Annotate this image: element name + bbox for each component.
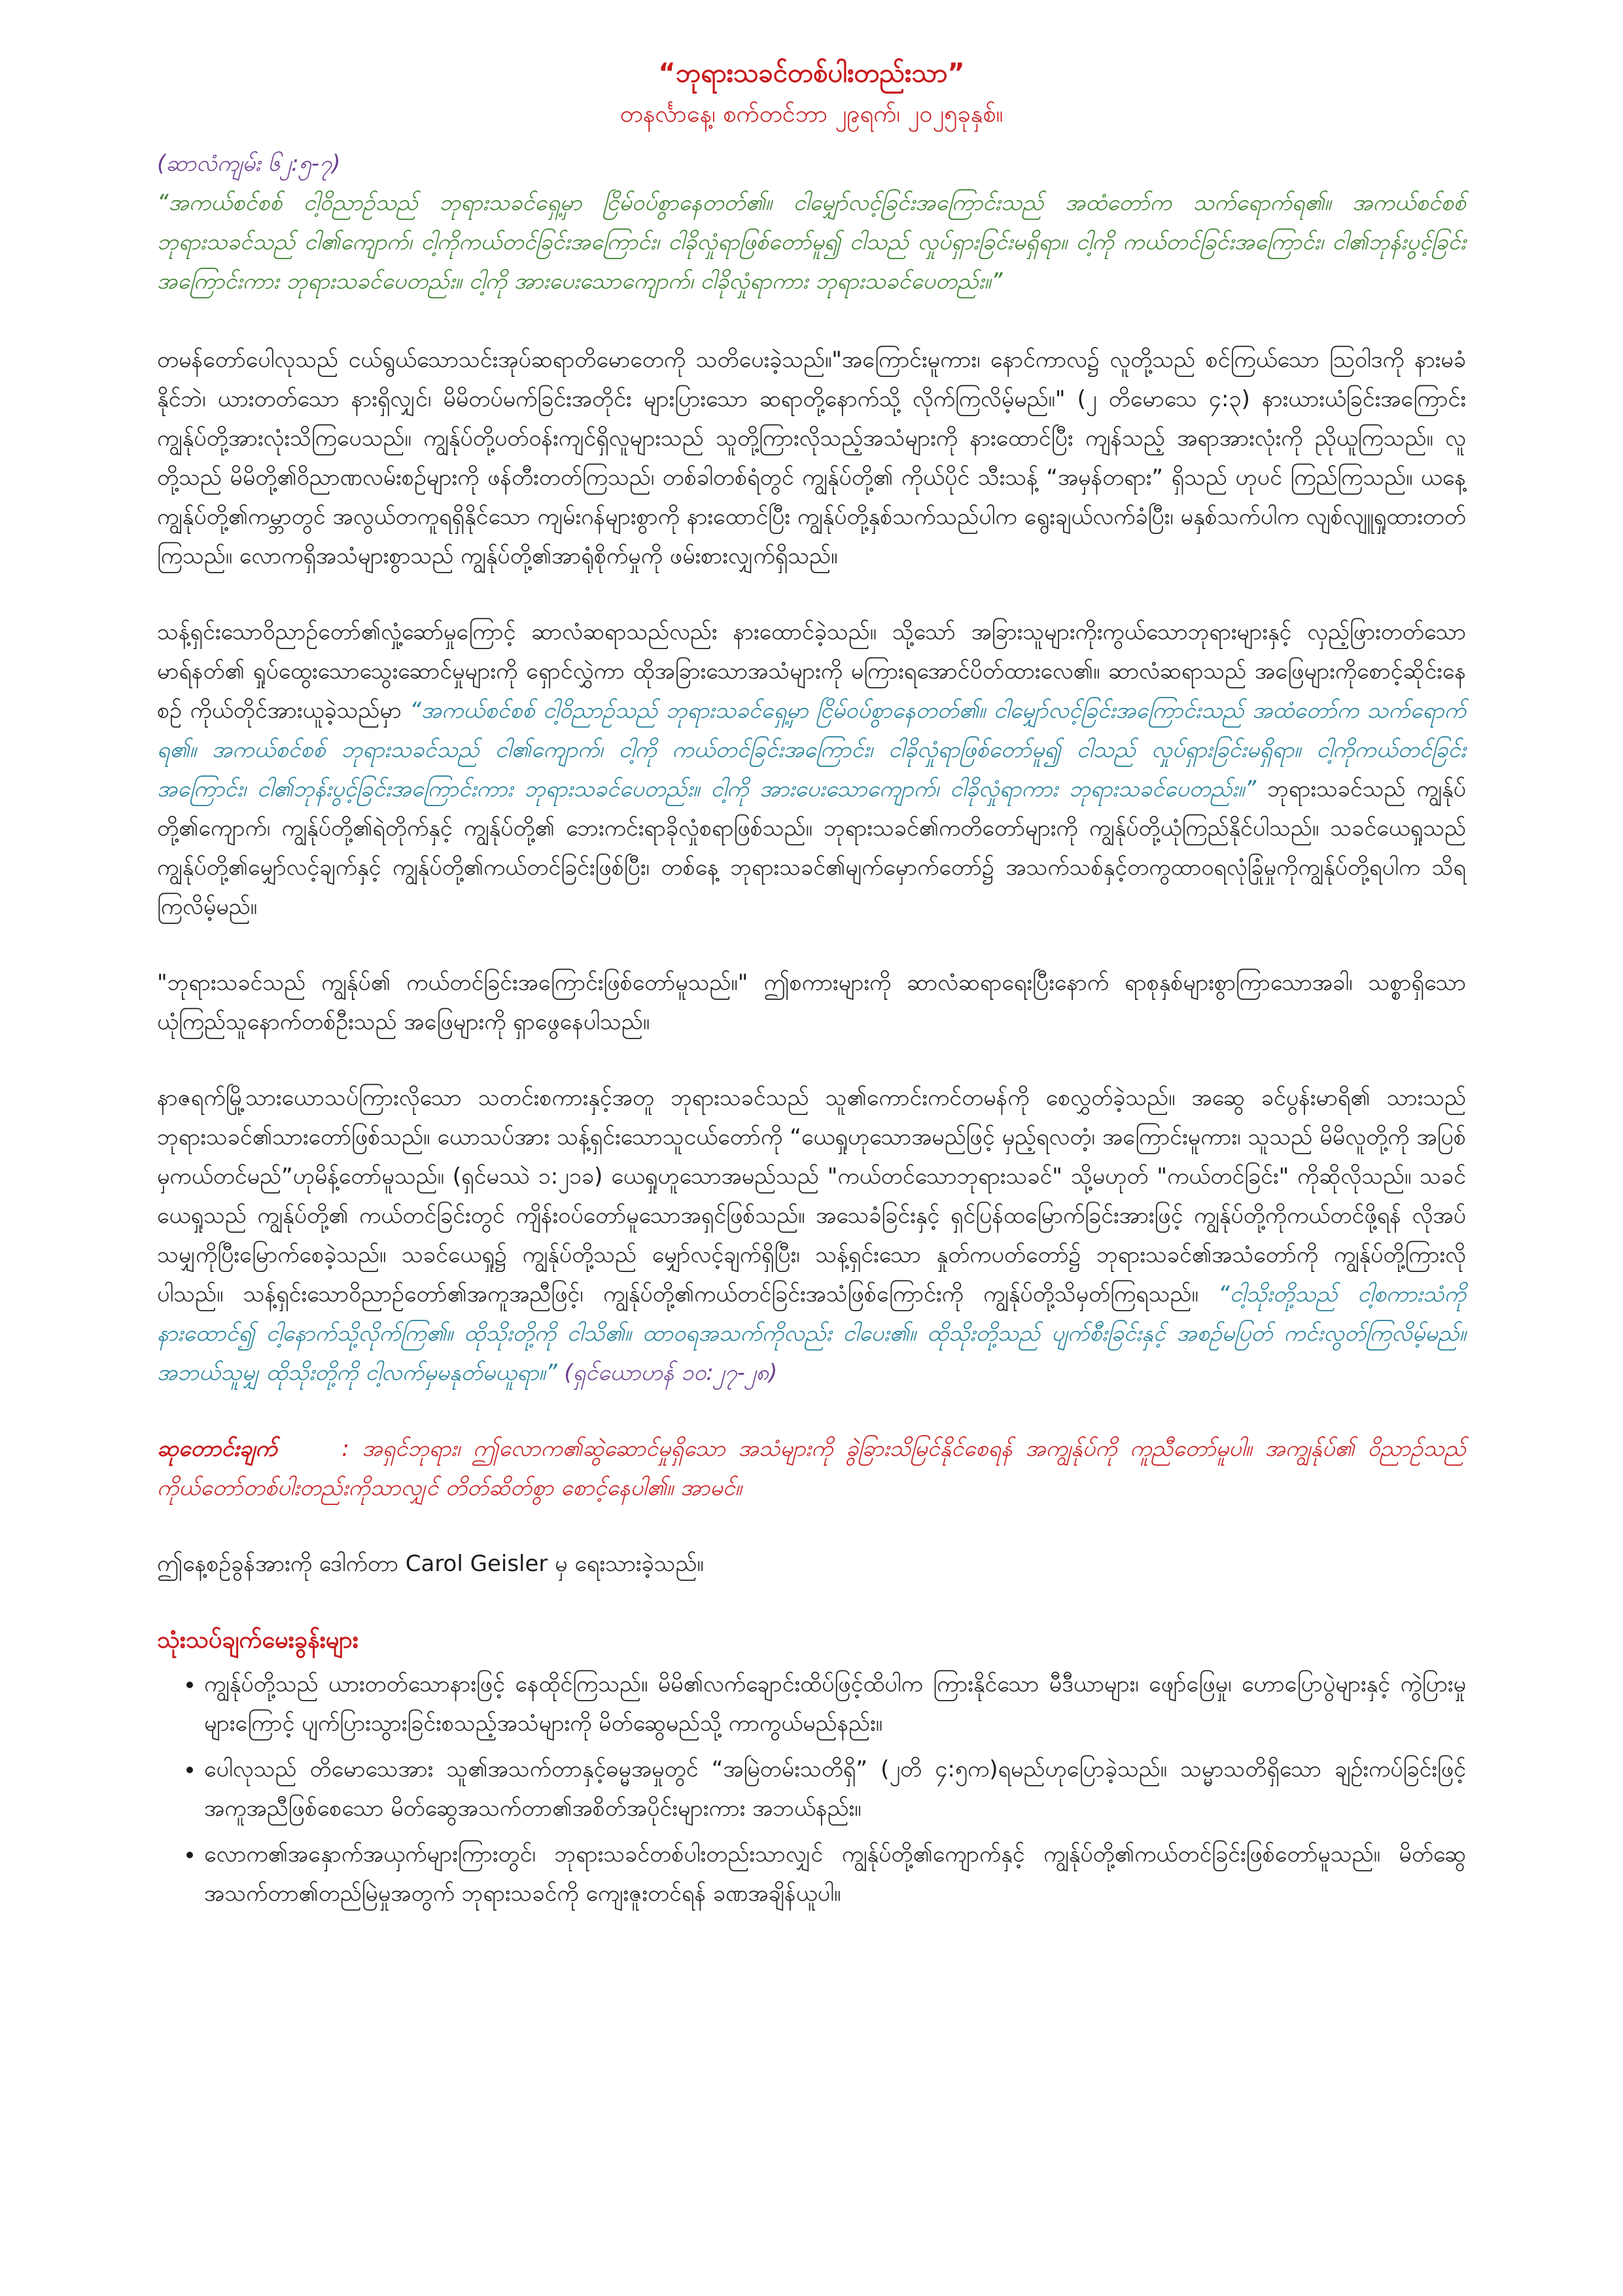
para4-reference: (ရှင်ယောဟန် ၁၀:၂၇-၂၈) [564, 1360, 778, 1386]
prayer-text: : အရှင်ဘုရား၊ ဤလောက၏ဆွဲဆောင်မှုရှိသော အသံများကို ခွဲခြားသိမြင်နိုင်စေရန် အကျွန်ုပ်ကို ကူညီတော်မူပါ။ အကျွန်ုပ်၏ ဝိညာဉ်သည် ကိုယ်တော်တစ်ပါးတည်းကိုသာလျှင် တိတ်ဆိတ်စွာ စောင့်နေပါ၏။ အာမင်။ [157, 1436, 1466, 1501]
page-title: “ဘုရားသခင်တစ်ပါးတည်းသာ” [658, 58, 965, 88]
scripture-block [157, 144, 1466, 301]
para2-start: သန့်ရှင်းသောဝိညာဉ်တော်၏လှုံ့ဆော်မှုကြောင့် ဆာလံဆရာသည်လည်း နားထောင်ခဲ့သည်။ သို့သော် အခြားသူများကိုးကွယ်သောဘုရားများနှင့် လှည့်ဖြားတတ်သောမာရ်နတ်၏ ရှုပ်ထွေးသောသွေးဆောင်မှုများကို ရှောင်လွှဲကာ ထိုအခြားသောအသံများကို မကြားရအောင်ပိတ်ထားလေ၏။ ဆာလံဆရာသည် အဖြေများကိုစောင့်ဆိုင်းနေစဉ် ကိုယ်တိုင်အားယူခဲ့သည်မှာ [157, 619, 1466, 724]
para4-quote: “ငါ့သိုးတို့သည် ငါ့စကားသံကိုနားထောင်၍ ငါ့နောက်သို့လိုက်ကြ၏။ ထိုသိုးတို့ကို ငါသိ၏။ ထာဝရအသက်ကိုလည်း ငါပေး၏။ ထိုသိုးတို့သည် ပျက်စီးခြင်းနှင့် အစဉ်မပြတ် ကင်းလွတ်ကြလိမ့်မည်။ အဘယ်သူမျှ ထိုသိုးတို့ကို ငါ့လက်မှမနုတ်မယူရာ။” [157, 1281, 1466, 1386]
reflection-item: • ပေါလုသည် တိမောသေအား သူ၏အသက်တာနှင့်ဓမ္မအမှုတွင် “အမြဲတမ်းသတိရှိ” (၂တိ ၄:၅က)ရမည်ဟုပြောခဲ့သည်။ သမ္မာသတိရှိသော ချဉ်းကပ်ခြင်းဖြင့် အကူအညီဖြစ်စေသော မိတ်ဆွေအသက်တာ၏အစိတ်အပိုင်းများကား အဘယ်နည်း။ [204, 1750, 1466, 1828]
body-paragraph-2 [157, 612, 1466, 927]
para4-start: နာဇရက်မြို့သားယောသပ်ကြားလိုသော သတင်းစကားနှင့်အတူ ဘုရားသခင်သည် သူ၏ကောင်းကင်တမန်ကို စေလွှတ်ခဲ့သည်။ အဆွေ ခင်ပွန်းမာရိ၏ သားသည် ဘုရားသခင်၏သားတော်ဖြစ်သည်။ ယောသပ်အား သန့်ရှင်းသောသူငယ်တော်ကို “ယေရှုဟုသောအမည်ဖြင့် မှည့်ရလတံ့၊ အကြောင်းမူကား၊ သူသည် မိမိလူတို့ကို အပြစ်မှကယ်တင်မည်”ဟုမိန့်တော်မူသည်။ (ရှင်မဿဲ ၁:၂၁ခ) ယေရှုဟူသောအမည်သည် "ကယ်တင်သောဘုရားသခင်" သို့မဟုတ် "ကယ်တင်ခြင်း" ကိုဆိုလိုသည်။ သခင်ယေရှုသည် ကျွန်ုပ်တို့၏ ကယ်တင်ခြင်းတွင် ကျိန်းဝပ်တော်မူသောအရှင်ဖြစ်သည်။ အသေခံခြင်းနှင့် ရှင်ပြန်ထမြောက်ခြင်းအားဖြင့် ကျွန်ုပ်တို့ကိုကယ်တင်ဖို့ရန် လိုအပ်သမျှကိုပြီးမြောက်စေခဲ့သည်။ သခင်ယေရှု၌ ကျွန်ုပ်တို့သည် မျှော်လင့်ချက်ရှိပြီး၊ သန့်ရှင်းသော နှုတ်ကပတ်တော်၌ ဘုရားသခင်၏အသံတော်ကို ကျွန်ုပ်တို့ကြားလိုပါသည်။ သန့်ရှင်းသောဝိညာဉ်တော်၏အကူအညီဖြင့်၊ ကျွန်ုပ်တို့၏ကယ်တင်ခြင်းအသံဖြစ်ကြောင်းကို ကျွန်ုပ်တို့သိမှတ်ကြရသည်။ [157, 1085, 1466, 1307]
author-line: ဤနေ့စဉ်ခွန်အားကို ဒေါက်တာ Carol Geisler မှ ရေးသားခဲ့သည်။ [157, 1551, 704, 1577]
reflection-list [157, 1665, 1466, 1913]
para2-end: ဘုရားသခင်သည် ကျွန်ုပ်တို့၏ကျောက်၊ ကျွန်ုပ်တို့၏ရဲတိုက်နှင့် ကျွန်ုပ်တို့၏ ဘေးကင်းရာခိုလှုံစရာဖြစ်သည်။ ဘုရားသခင်၏ကတိတော်များကို ကျွန်ုပ်တို့ယုံကြည်နိုင်ပါသည်။ သခင်ယေရှုသည် ကျွန်ုပ်တို့၏မျှော်လင့်ချက်နှင့် ကျွန်ုပ်တို့၏ကယ်တင်ခြင်းဖြစ်ပြီး၊ တစ်နေ့ ဘုရားသခင်၏မျက်မှောက်တော်၌ အသက်သစ်နှင့်တကွထာဝရလုံခြုံမှုကိုကျွန်ုပ်တို့ရပါက သိရကြလိမ့်မည်။ [157, 776, 1466, 920]
prayer-label: ဆုတောင်းချက် [157, 1436, 277, 1462]
para2-quote: “အကယ်စင်စစ် ငါ့ဝိညာဉ်သည် ဘုရားသခင်ရှေ့မှာ ငြိမ်ဝပ်စွာနေတတ်၏။ ငါမျှော်လင့်ခြင်းအကြောင်းသည် အထံတော်က သက်ရောက်ရ၏။ အကယ်စင်စစ် ဘုရားသခင်သည် ငါ၏ကျောက်၊ ငါ့ကို ကယ်တင်ခြင်းအကြောင်း၊ ငါခိုလှုံရာဖြစ်တော်မူ၍ ငါသည် လှုပ်ရှားခြင်းမရှိရာ။ ငါ့ကိုကယ်တင်ခြင်းအကြောင်း၊ ငါ၏ဘုန်းပွင့်ခြင်းအကြောင်းကား ဘုရားသခင်ပေတည်း။ ငါ့ကို အားပေးသောကျောက်၊ ငါခိုလှုံရာကား ဘုရားသခင်ပေတည်း။” [157, 698, 1466, 802]
scripture-text: “အကယ်စင်စစ် ငါ့ဝိညာဉ်သည် ဘုရားသခင်ရှေ့မှာ ငြိမ်ဝပ်စွာနေတတ်၏။ ငါမျှော်လင့်ခြင်းအကြောင်းသည် အထံတော်က သက်ရောက်ရ၏။ အကယ်စင်စစ် ဘုရားသခင်သည် ငါ၏ကျောက်၊ ငါ့ကိုကယ်တင်ခြင်းအကြောင်း၊ ငါခိုလှုံရာဖြစ်တော်မူ၍ ငါသည် လှုပ်ရှားခြင်းမရှိရာ။ ငါ့ကို ကယ်တင်ခြင်းအကြောင်း၊ ငါ၏ဘုန်းပွင့်ခြင်းအကြောင်းကား ဘုရားသခင်ပေတည်း။ ငါ့ကို အားပေးသောကျောက်၊ ငါခိုလှုံရာကား ဘုရားသခင်ပေတည်း။” [157, 190, 1466, 294]
page-date: တနင်္လာနေ့၊ စက်တင်ဘာ ၂၉ရက်၊ ၂၀၂၅ခုနှစ်။ [620, 101, 1003, 128]
reflection-item: • လောက၏အနှောက်အယှက်များကြားတွင်၊ ဘုရားသခင်တစ်ပါးတည်းသာလျှင် ကျွန်ုပ်တို့၏ကျောက်နှင့် ကျွန်ုပ်တို့၏ကယ်တင်ခြင်းဖြစ်တော်မူသည်။ မိတ်ဆွေအသက်တာ၏တည်မြဲမှုအတွက် ဘုရားသခင်ကို ကျေးဇူးတင်ရန် ခဏအချိန်ယူပါ။ [204, 1835, 1466, 1913]
body-paragraph-3: "ဘုရားသခင်သည် ကျွန်ုပ်၏ ကယ်တင်ခြင်းအကြောင်းဖြစ်တော်မူသည်။" ဤစကားများကို ဆာလံဆရာရေးပြီးနောက် ရာစုနှစ်များစွာကြာသောအခါ၊ သစ္စာရှိသောယုံကြည်သူနောက်တစ်ဦးသည် အဖြေများကို ရှာဖွေနေပါသည်။ [157, 970, 1466, 1035]
prayer-paragraph [157, 1429, 1466, 1508]
reflection-heading: သုံးသပ်ချက်မေးခွန်းများ [157, 1627, 358, 1653]
body-paragraph-1: တမန်တော်ပေါလုသည် ငယ်ရွယ်သောသင်းအုပ်ဆရာတိမောတေကို သတိပေးခဲ့သည်။"အကြောင်းမူကား၊ နောင်ကာလ၌ လူတို့သည် စင်ကြယ်သော ဩဝါဒကို နားမခံနိုင်ဘဲ၊ ယားတတ်သော နားရှိလျှင်၊ မိမိတပ်မက်ခြင်းအတိုင်း များပြားသော ဆရာတို့နောက်သို့ လိုက်ကြလိမ့်မည်။" (၂ တိမောသေ ၄:၃) နားယားယံခြင်းအကြောင်း ကျွန်ုပ်တို့အားလုံးသိကြပေသည်။ ကျွန်ုပ်တို့ပတ်ဝန်းကျင်ရှိလူများသည် သူတို့ကြားလိုသည့်အသံများကို နားထောင်ပြီး ကျန်သည့် အရာအားလုံးကို ညိုယူကြသည်။ လူတို့သည် မိမိတို့၏ဝိညာဏလမ်းစဉ်များကို ဖန်တီးတတ်ကြသည်၊ တစ်ခါတစ်ရံတွင် ကျွန်ုပ်တို့၏ ကိုယ်ပိုင် သီးသန့် “အမှန်တရား” ရှိသည် ဟုပင် ကြည်ကြသည်။ ယနေ့ကျွန်ုပ်တို့၏ကမ္ဘာတွင် အလွယ်တကူရရှိနိုင်သော ကျမ်းဂန်များစွာကို နားထောင်ပြီး ကျွန်ုပ်တို့နှစ်သက်သည်ပါက ရွေးချယ်လက်ခံပြီး၊ မနှစ်သက်ပါက လျစ်လျူရှုထားတတ်ကြသည်။ လောကရှိအသံများစွာသည် ကျွန်ုပ်တို့၏အာရုံစိုက်မှုကို ဖမ်းစားလျှက်ရှိသည်။ [157, 347, 1466, 569]
reflection-item: • ကျွန်ုပ်တို့သည် ယားတတ်သောနားဖြင့် နေထိုင်ကြသည်။ မိမိ၏လက်ချောင်းထိပ်ဖြင့်ထိပါက ကြားနိုင်သော မီဒီယာများ၊ ဖျော်ဖြေမှု၊ ဟောပြောပွဲများနှင့် ကွဲပြားမှုများကြောင့် ပျက်ပြားသွားခြင်းစသည့်အသံများကို မိတ်ဆွေမည်သို့ ကာကွယ်မည်နည်း။ [204, 1665, 1466, 1743]
body-paragraph-4 [157, 1078, 1466, 1392]
scripture-reference: (ဆာလံကျမ်း ၆၂:၅-၇) [157, 150, 341, 177]
